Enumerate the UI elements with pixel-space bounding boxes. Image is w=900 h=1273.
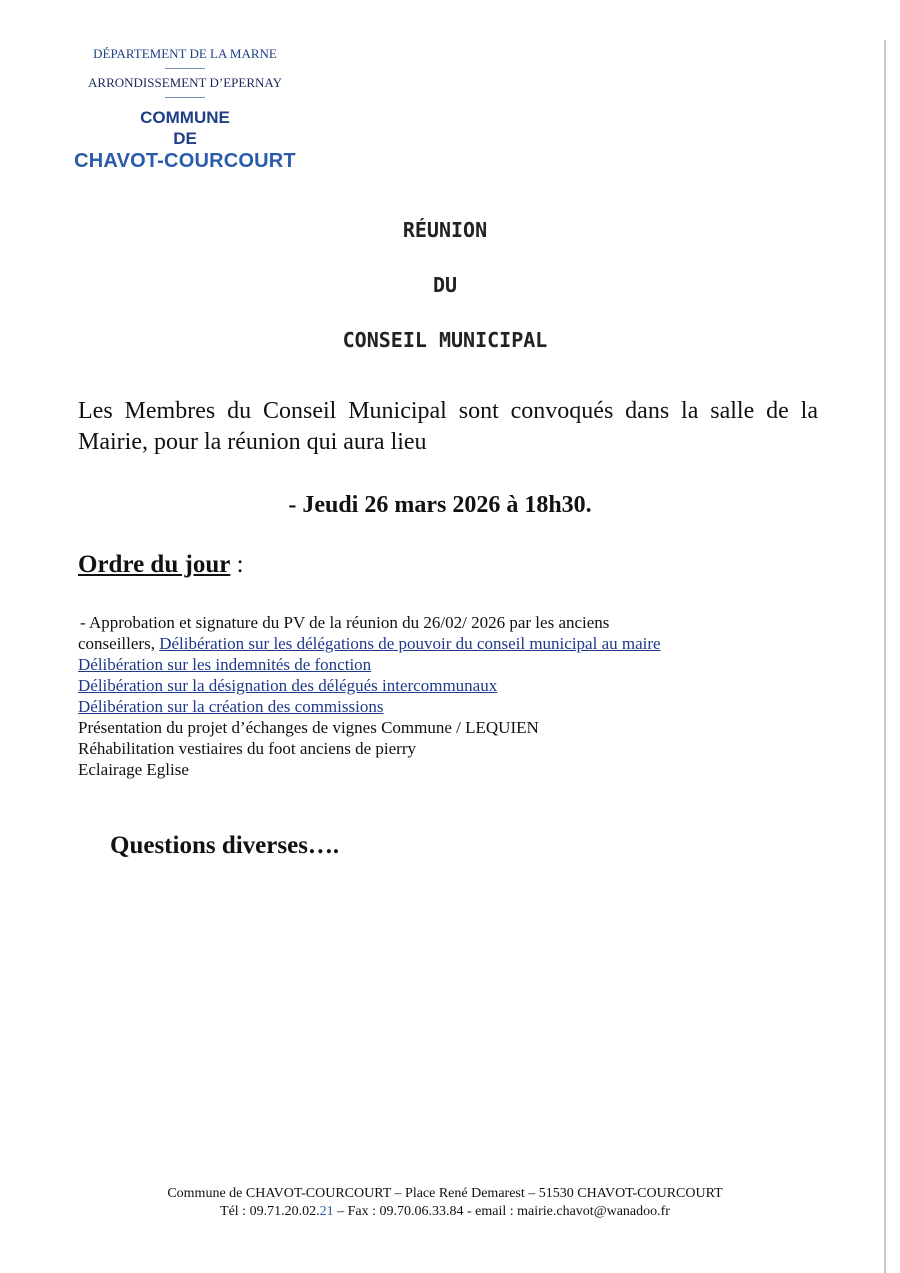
title-line-2: DU bbox=[432, 273, 458, 297]
department-label: DÉPARTEMENT DE LA MARNE bbox=[93, 46, 277, 61]
title-line-3: CONSEIL MUNICIPAL bbox=[342, 328, 548, 352]
letterhead-divider bbox=[165, 68, 205, 69]
commune-line-1: COMMUNE bbox=[140, 108, 230, 127]
footer-contact bbox=[0, 1203, 890, 1221]
agenda-heading bbox=[78, 551, 244, 579]
meeting-date: - Jeudi 26 mars 2026 à 18h30. bbox=[288, 492, 592, 518]
agenda-link-indemnites[interactable]: Délibération sur les indemnités de fonction bbox=[78, 655, 372, 674]
agenda-item-vignes: Présentation du projet d’échanges de vignes Commune / LEQUIEN bbox=[78, 718, 539, 737]
agenda-link-delegues[interactable]: Délibération sur la désignation des délégués intercommunaux bbox=[78, 676, 498, 695]
agenda-heading-label: Ordre du jour bbox=[78, 551, 231, 578]
agenda-item-approval-end: conseillers, bbox=[78, 634, 160, 653]
commune-label bbox=[50, 107, 320, 149]
footer bbox=[0, 1185, 890, 1221]
letterhead bbox=[50, 46, 320, 173]
agenda-item-eclairage: Eclairage Eglise bbox=[78, 760, 189, 779]
agenda-heading-colon: : bbox=[230, 551, 244, 578]
agenda-link-delegations[interactable]: Délibération sur les délégations de pouvoir du conseil municipal au maire bbox=[159, 634, 661, 653]
commune-name: CHAVOT-COURCOURT bbox=[74, 150, 296, 172]
footer-tel-end: 21 bbox=[319, 1204, 334, 1219]
title-line-1: RÉUNION bbox=[402, 218, 488, 242]
letterhead-divider bbox=[165, 97, 205, 98]
intro-paragraph: Les Membres du Conseil Municipal sont convoqués dans la salle de la Mairie, pour la réunion qui aura lieu bbox=[78, 398, 818, 455]
arrondissement-label: ARRONDISSEMENT D’EPERNAY bbox=[88, 75, 282, 90]
agenda-item bbox=[78, 654, 838, 675]
commune-line-2: DE bbox=[173, 129, 197, 148]
agenda-item-vestiaires: Réhabilitation vestiaires du foot anciens de pierry bbox=[78, 739, 417, 758]
footer-tel-main: 09.71.20.02. bbox=[249, 1204, 320, 1219]
agenda-item-approval: - Approbation et signature du PV de la réunion du 26/02/ 2026 par les anciens bbox=[80, 613, 610, 632]
footer-tel-label: Tél : bbox=[220, 1204, 250, 1219]
agenda-item bbox=[78, 675, 838, 696]
footer-address: Commune de CHAVOT-COURCOURT – Place René Demarest – 51530 CHAVOT-COURCOURT bbox=[167, 1186, 723, 1201]
agenda-list bbox=[78, 612, 838, 780]
footer-fax-email: – Fax : 09.70.06.33.84 - email : mairie.chavot@wanadoo.fr bbox=[333, 1204, 670, 1219]
agenda-item bbox=[78, 696, 838, 717]
agenda-link-commissions[interactable]: Délibération sur la création des commissions bbox=[78, 697, 384, 716]
questions-diverses: Questions diverses…. bbox=[110, 832, 340, 859]
agenda-item-approval-continued bbox=[78, 633, 838, 654]
